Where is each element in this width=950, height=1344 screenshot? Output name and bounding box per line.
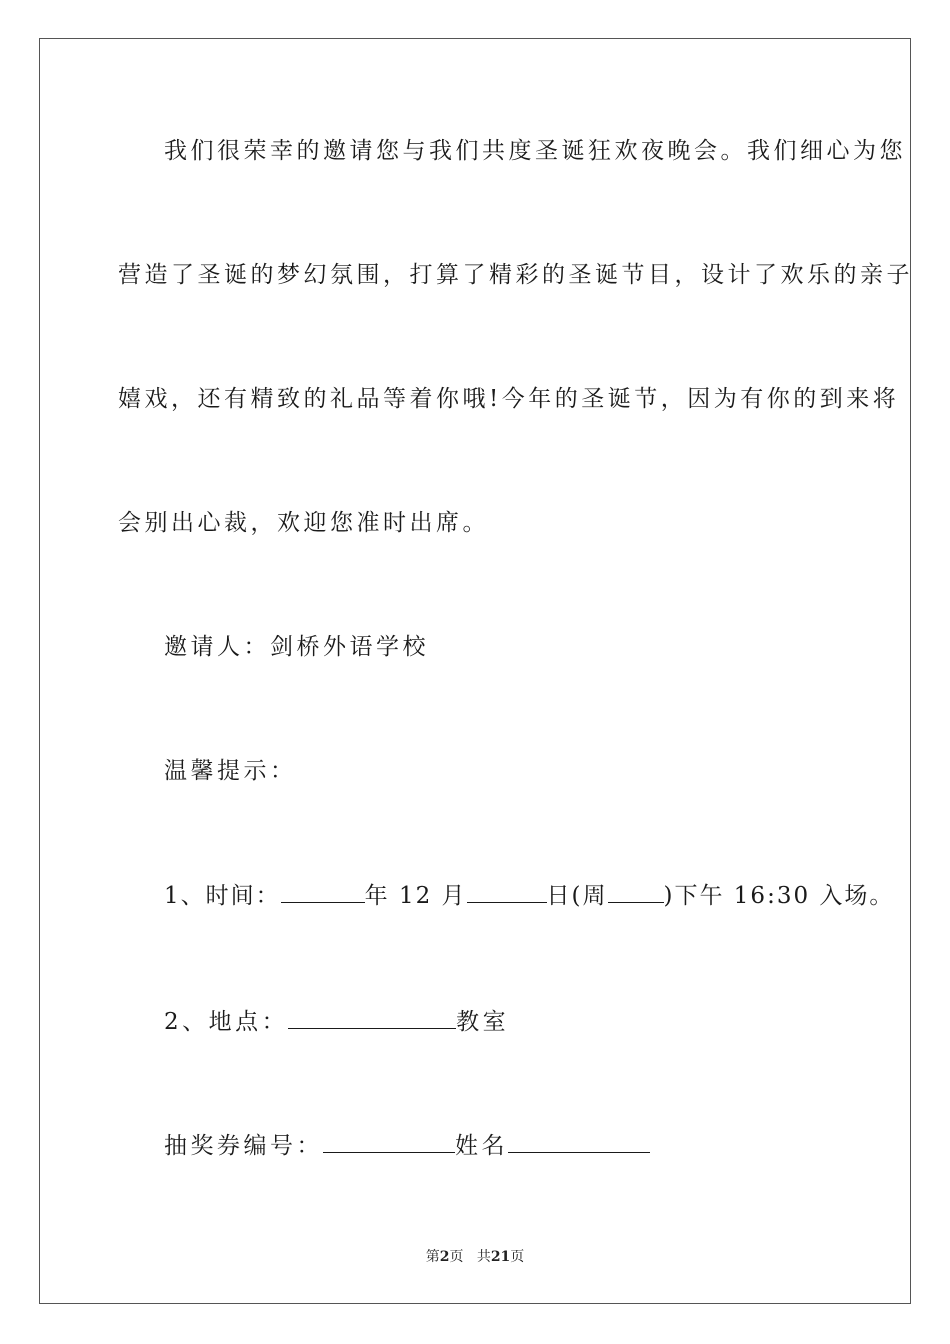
day-blank[interactable]: [467, 880, 547, 903]
ticket-label: 抽奖券编号：: [164, 1133, 323, 1159]
weekday-blank[interactable]: [608, 880, 664, 903]
footer-total-pages: 21: [490, 1249, 511, 1265]
time-day: 日(周: [546, 883, 608, 909]
place-suffix: 教室: [456, 1009, 510, 1035]
place-label: 2、地点：: [164, 1009, 289, 1035]
paragraph-line-2: 营造了圣诞的梦幻氛围，打算了精彩的圣诞节目，设计了欢乐的亲子: [118, 262, 913, 288]
inviter-line: 邀请人：剑桥外语学校: [164, 634, 429, 660]
place-line: [164, 1006, 509, 1037]
footer-page-suffix: 页: [449, 1249, 464, 1265]
ticket-line: [164, 1130, 650, 1161]
paragraph-line-4: 会别出心裁，欢迎您准时出席。: [118, 510, 489, 536]
paragraph-line-1: 我们很荣幸的邀请您与我们共度圣诞狂欢夜晚会。我们细心为您: [164, 138, 906, 164]
footer-prefix: 第: [425, 1249, 440, 1265]
tips-heading: 温馨提示：: [164, 758, 297, 784]
paragraph-line-3: 嬉戏，还有精致的礼品等着你哦!今年的圣诞节，因为有你的到来将: [118, 386, 900, 412]
time-rest: )下午 16:30 入场。: [663, 883, 895, 909]
place-blank[interactable]: [288, 1006, 456, 1029]
ticket-number-blank[interactable]: [323, 1130, 455, 1153]
ticket-name-blank[interactable]: [508, 1130, 650, 1153]
footer-total-prefix: 共: [476, 1249, 491, 1265]
footer-page-number: 2: [439, 1249, 450, 1265]
page-footer: [0, 1246, 950, 1266]
time-label: 1、时间：: [164, 883, 281, 909]
time-line: [164, 880, 894, 911]
time-year-month: 年 12 月: [364, 883, 467, 909]
ticket-name-label: 姓名: [455, 1133, 508, 1159]
page-frame: [39, 38, 911, 1304]
year-blank[interactable]: [281, 880, 365, 903]
footer-total-suffix: 页: [510, 1249, 525, 1265]
